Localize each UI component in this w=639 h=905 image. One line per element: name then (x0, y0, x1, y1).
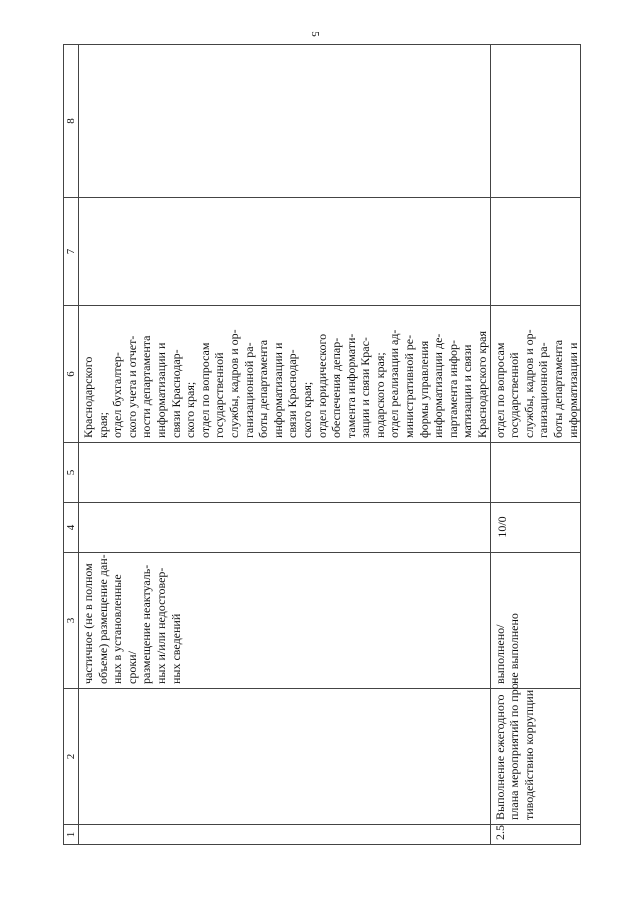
text-line: обеспечения депар- (329, 337, 344, 438)
text-line: ганизационной ра- (536, 342, 551, 438)
table-header-row (64, 45, 79, 845)
column-7-cell (79, 198, 491, 306)
text-line: ности департамента (139, 335, 154, 438)
text-line: нодарского края; (372, 352, 387, 438)
text-line: отдел по вопросам (197, 342, 212, 438)
measure-name (490, 679, 581, 825)
text-line: боты департамента (256, 339, 271, 438)
column-7-cell (490, 198, 581, 306)
text-line: отдел бухгалтер- (110, 352, 125, 438)
text-line: Выполнение ежегодного (492, 694, 507, 820)
evaluation-criteria (490, 553, 581, 689)
text-line: отдел реализации ад- (387, 329, 402, 438)
text-line: тамента информати- (343, 333, 358, 438)
text-line: связи Краснодар- (285, 349, 300, 438)
text-line: отдел по вопросам (492, 342, 507, 438)
text-line: тиводействию коррупции (521, 689, 536, 820)
column-5-cell (490, 443, 581, 503)
score (79, 503, 491, 553)
text-line: связи Краснодар- (168, 349, 183, 438)
text-line: государственной (507, 352, 522, 438)
column-header-2: 2 (64, 689, 79, 825)
text-line: государственной (212, 352, 227, 438)
text-line: отдел юридического (314, 333, 329, 438)
column-8-cell (79, 45, 491, 198)
text-line: ского края; (299, 381, 314, 438)
text-line: информатизации де- (431, 333, 446, 438)
text-line: службы, кадров и ор- (226, 329, 241, 438)
text-line: министративной ре- (402, 334, 417, 438)
column-header-4: 4 (64, 503, 79, 553)
row-number: 2.5 (490, 825, 581, 845)
text-line: края; (95, 411, 110, 438)
text-line: ского учета и отчет- (124, 335, 139, 438)
text-line: ных в установленные (110, 574, 125, 684)
text-line: партамента инфор- (445, 340, 460, 438)
column-header-3: 3 (64, 553, 79, 689)
column-5-cell (79, 443, 491, 503)
column-header-7: 7 (64, 198, 79, 306)
text-line: информатизации и (565, 342, 580, 438)
text-line: формы управления (416, 340, 431, 438)
text-line: плана мероприятий по про- (507, 679, 522, 820)
rotated-page (63, 45, 580, 845)
text-line: не выполнено (507, 613, 522, 684)
text-line: сроки/ (124, 651, 139, 684)
text-line: ского края; (183, 381, 198, 438)
text-line: зации и связи Крас- (358, 337, 373, 438)
text-line: ганизационной ра- (241, 342, 256, 438)
text-line: объеме) размещение дан- (95, 554, 110, 684)
text-line: ных и/или недостовер- (153, 567, 168, 684)
column-header-1: 1 (64, 825, 79, 845)
responsible-units (79, 306, 491, 443)
text-line: боты департамента (551, 339, 565, 438)
text-line: службы, кадров и ор- (521, 329, 536, 438)
column-header-8: 8 (64, 45, 79, 198)
text-line: частичное (не в полном (81, 563, 95, 684)
evaluation-criteria (79, 553, 491, 689)
column-8-cell (490, 45, 581, 198)
column-header-5: 5 (64, 443, 79, 503)
responsible-units (490, 306, 581, 443)
table-row (79, 45, 491, 845)
text-line: матизации и связи (460, 344, 475, 438)
text-line: размещение неактуаль- (139, 564, 154, 684)
text-line: Краснодарского края (475, 330, 490, 438)
measures-table (63, 44, 581, 845)
row-number (79, 825, 491, 845)
text-line: информатизации и (153, 342, 168, 438)
text-line: Краснодарского (81, 356, 95, 438)
text-line: выполнено/ (492, 624, 507, 684)
score: 10/0 (490, 503, 581, 553)
column-header-6: 6 (64, 306, 79, 443)
page-number: 5 (308, 31, 321, 37)
text-line: ных сведений (168, 613, 183, 684)
table-row (490, 45, 581, 845)
text-line: информатизации и (270, 342, 285, 438)
measure-name (79, 689, 491, 825)
